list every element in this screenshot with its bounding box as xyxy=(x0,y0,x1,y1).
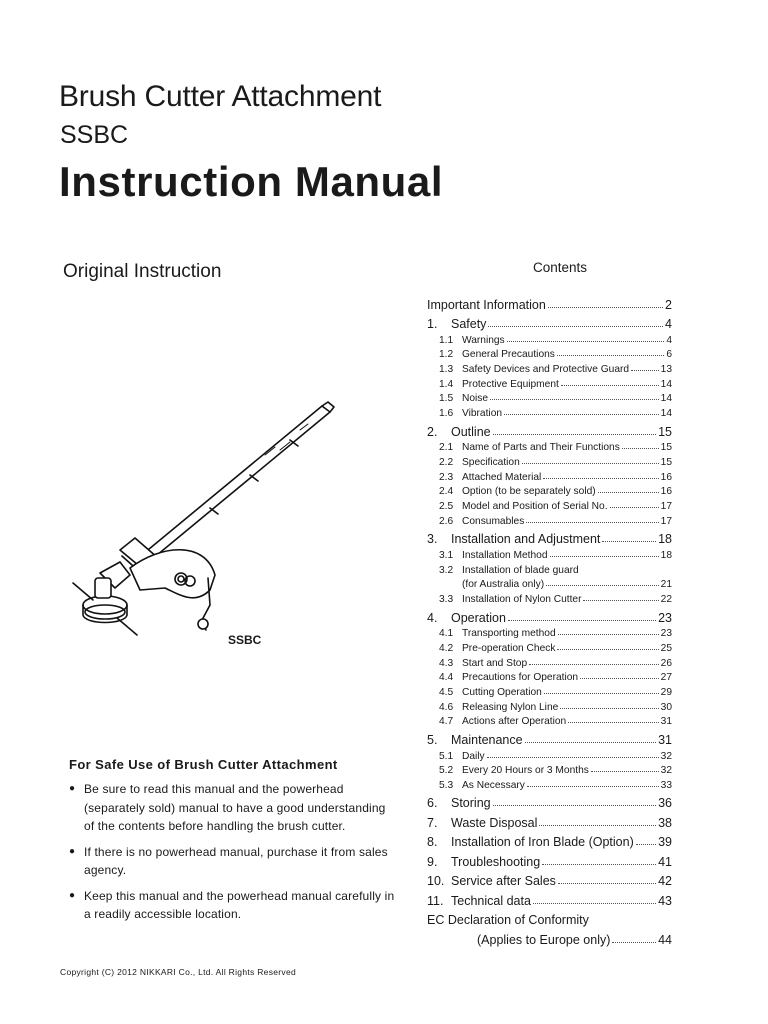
toc-page-number: 6 xyxy=(666,349,672,361)
toc-entry-label xyxy=(427,835,634,849)
toc-leader-dots xyxy=(544,693,659,694)
toc-page-number: 36 xyxy=(658,796,672,811)
bullet-dot-icon: ● xyxy=(69,845,76,857)
toc-entry-title: Name of Parts and Their Functions xyxy=(462,442,620,454)
toc-entry-title: Vibration xyxy=(462,408,503,420)
toc-leader-dots xyxy=(493,434,656,435)
toc-entry xyxy=(427,888,672,908)
toc-entry xyxy=(427,483,672,498)
toc-entry xyxy=(427,404,672,419)
toc-entry xyxy=(427,776,672,791)
toc-entry-title: Precautions for Operation xyxy=(462,672,579,684)
toc-entry xyxy=(427,453,672,468)
toc-leader-dots xyxy=(487,757,659,758)
toc-entry-label xyxy=(439,687,542,698)
toc-entry-label xyxy=(427,298,546,312)
toc-leader-dots xyxy=(598,492,659,493)
toc-entry xyxy=(427,331,672,346)
toc-entry-title: Installation and Adjustment xyxy=(451,532,601,547)
toc-entry-label xyxy=(439,408,502,419)
toc-entry xyxy=(427,654,672,669)
toc-entry-number: 6. xyxy=(427,796,438,811)
toc-leader-dots xyxy=(568,722,658,723)
toc-entry-label xyxy=(462,579,544,590)
toc-entry xyxy=(427,727,672,747)
bullet-text: If there is no powerhead manual, purchase it from sales agency. xyxy=(84,844,388,877)
toc-entry-number: 5.2 xyxy=(439,765,454,777)
toc-entry-number: 8. xyxy=(427,835,438,850)
toc-page-number: 41 xyxy=(658,854,672,869)
toc-entry-number: 3. xyxy=(427,532,438,547)
toc-page-number: 22 xyxy=(660,594,672,605)
toc-entry xyxy=(427,762,672,777)
toc-entry xyxy=(427,747,672,762)
model-name: SSBC xyxy=(60,121,129,149)
toc-leader-dots xyxy=(525,742,657,743)
toc-leader-dots xyxy=(504,414,659,415)
toc-entry xyxy=(427,419,672,439)
toc-entry xyxy=(427,791,672,811)
toc-entry xyxy=(427,497,672,512)
toc-page-number: 30 xyxy=(660,701,672,713)
toc-leader-dots xyxy=(557,649,658,650)
toc-entry xyxy=(427,360,672,375)
toc-entry-title: Model and Position of Serial No. xyxy=(462,501,608,513)
toc-entry-number: 4.7 xyxy=(439,716,454,728)
toc-entry-label xyxy=(427,733,523,747)
safe-use-heading: For Safe Use of Brush Cutter Attachment xyxy=(69,757,338,772)
toc-entry-label xyxy=(439,702,558,713)
toc-entry-number: 2.5 xyxy=(439,501,454,513)
toc-leader-dots xyxy=(550,556,659,557)
toc-page-number: 39 xyxy=(658,835,672,850)
table-of-contents xyxy=(427,292,672,947)
toc-entry-number: 7. xyxy=(427,815,438,830)
toc-page-number: 16 xyxy=(660,486,672,498)
toc-entry-number: 4.6 xyxy=(439,701,454,713)
toc-entry-number: 4.3 xyxy=(439,657,454,669)
toc-page-number: 17 xyxy=(660,501,672,513)
toc-entry-title: Outline xyxy=(451,424,491,439)
brush-cutter-drawing xyxy=(60,400,350,645)
toc-page-number: 44 xyxy=(658,932,672,947)
toc-entry-label xyxy=(439,335,505,346)
toc-page-number: 23 xyxy=(658,610,672,625)
toc-entry xyxy=(427,605,672,625)
toc-entry xyxy=(427,375,672,390)
toc-entry-title: Installation Method xyxy=(462,549,548,561)
toc-entry-label xyxy=(439,565,579,576)
toc-entry xyxy=(427,527,672,547)
toc-entry-label xyxy=(439,442,620,453)
toc-entry-title: Option (to be separately sold) xyxy=(462,486,596,498)
toc-entry xyxy=(427,869,672,889)
toc-page-number: 17 xyxy=(660,515,672,527)
toc-page-number: 18 xyxy=(658,532,672,547)
toc-page-number: 4 xyxy=(665,317,672,331)
toc-entry-label xyxy=(439,594,581,605)
copyright-notice: Copyright (C) 2012 NIKKARI Co., Ltd. All Rights Reserved xyxy=(60,967,297,977)
toc-leader-dots xyxy=(488,326,663,327)
toc-entry-label xyxy=(439,516,524,527)
toc-page-number: 38 xyxy=(658,815,672,830)
toc-entry-title: Safety Devices and Protective Guard xyxy=(462,364,630,376)
brush-cutter-illustration xyxy=(60,400,350,645)
toc-leader-dots xyxy=(539,825,656,826)
toc-entry-title: Protective Equipment xyxy=(462,378,559,390)
toc-entry-number: 2.6 xyxy=(439,515,454,527)
toc-entry-label xyxy=(427,317,486,331)
toc-page-number: 25 xyxy=(660,642,672,654)
toc-leader-dots xyxy=(560,708,658,709)
bullet-text: Be sure to read this manual and the powerhead (separately sold) manual to have a good understanding of the contents before handling the brush cutter. xyxy=(84,782,386,833)
toc-leader-dots xyxy=(529,664,659,665)
toc-page-number: 4 xyxy=(666,334,672,346)
toc-entry-label xyxy=(427,855,540,869)
toc-entry-label xyxy=(439,501,608,512)
manual-title: Instruction Manual xyxy=(59,158,444,205)
toc-leader-dots xyxy=(522,463,659,464)
toc-entry-label xyxy=(427,796,491,810)
toc-entry-title: Operation xyxy=(451,610,506,625)
toc-entry-label xyxy=(427,913,589,927)
original-instruction-label: Original Instruction xyxy=(63,261,222,282)
toc-entry xyxy=(427,561,672,576)
safe-use-bullets xyxy=(69,780,399,931)
toc-entry xyxy=(427,390,672,405)
toc-entry xyxy=(427,312,672,332)
toc-entry-number: 2. xyxy=(427,424,438,439)
toc-entry xyxy=(427,849,672,869)
toc-entry xyxy=(427,439,672,454)
toc-entry xyxy=(427,639,672,654)
toc-leader-dots xyxy=(591,771,659,772)
toc-entry-label xyxy=(427,611,506,625)
toc-entry-label xyxy=(439,765,589,776)
toc-entry xyxy=(427,346,672,361)
toc-leader-dots xyxy=(636,844,656,845)
toc-entry-title: Pre-operation Check xyxy=(462,642,556,654)
toc-entry-number: 4. xyxy=(427,610,438,625)
toc-entry-title: Start and Stop xyxy=(462,657,528,669)
toc-entry-title: Installation of Nylon Cutter xyxy=(462,594,582,605)
bullet-item xyxy=(69,780,399,836)
toc-entry-label xyxy=(439,658,527,669)
toc-leader-dots xyxy=(558,883,656,884)
toc-entry-title: (for Australia only) xyxy=(462,579,545,591)
toc-entry-number: 1.6 xyxy=(439,408,454,420)
toc-entry-label xyxy=(439,472,541,483)
figure-label: SSBC xyxy=(228,633,262,647)
toc-entry-label xyxy=(439,393,488,404)
toc-entry-title: As Necessary xyxy=(462,779,525,791)
contents-heading: Contents xyxy=(533,260,588,275)
toc-leader-dots xyxy=(622,448,659,449)
toc-page-number: 43 xyxy=(658,893,672,908)
toc-page-number: 29 xyxy=(660,686,672,698)
toc-page-number: 26 xyxy=(660,657,672,669)
toc-entry-label xyxy=(439,751,485,762)
toc-page-number: 15 xyxy=(660,442,672,454)
toc-entry-number: 1.3 xyxy=(439,364,454,376)
toc-entry-title: (Applies to Europe only) xyxy=(477,932,611,947)
toc-page-number: 15 xyxy=(660,457,672,468)
toc-entry xyxy=(427,576,672,591)
toc-entry xyxy=(427,590,672,605)
toc-entry xyxy=(427,625,672,640)
bullet-text: Keep this manual and the powerhead manual carefully in a readily accessible location. xyxy=(84,888,395,921)
toc-entry-label xyxy=(439,364,629,375)
toc-leader-dots xyxy=(610,507,659,508)
toc-entry xyxy=(427,698,672,713)
toc-entry xyxy=(427,713,672,728)
toc-entry-title: Specification xyxy=(462,457,520,468)
toc-entry-title: Warnings xyxy=(462,334,505,346)
toc-leader-dots xyxy=(526,522,658,523)
toc-entry-title: Installation of Iron Blade (Option) xyxy=(451,835,634,850)
toc-page-number: 32 xyxy=(660,765,672,777)
toc-page-number: 32 xyxy=(660,750,672,762)
toc-entry-number: 5.1 xyxy=(439,750,454,762)
toc-entry-label xyxy=(477,933,610,947)
toc-page-number: 14 xyxy=(660,378,672,390)
toc-page-number: 31 xyxy=(658,732,672,747)
toc-leader-dots xyxy=(493,805,656,806)
toc-entry-title: Technical data xyxy=(451,893,531,908)
toc-leader-dots xyxy=(612,942,656,943)
toc-entry-number: 10. xyxy=(427,874,445,889)
toc-entry-title: Releasing Nylon Line xyxy=(462,701,559,713)
toc-leader-dots xyxy=(558,634,659,635)
toc-entry xyxy=(427,927,672,947)
toc-entry-title: Service after Sales xyxy=(451,874,556,889)
toc-entry-label xyxy=(439,550,548,561)
toc-page-number: 15 xyxy=(658,424,672,439)
toc-entry-number: 1.4 xyxy=(439,378,454,390)
toc-entry xyxy=(427,546,672,561)
toc-entry-number: 2.1 xyxy=(439,442,454,454)
toc-entry-title: Transporting method xyxy=(462,628,556,640)
toc-leader-dots xyxy=(548,307,663,308)
toc-page-number: 18 xyxy=(660,549,672,561)
toc-leader-dots xyxy=(542,864,656,865)
toc-entry-title: Waste Disposal xyxy=(451,815,538,830)
toc-page-number: 2 xyxy=(665,297,672,312)
toc-entry-title: Every 20 Hours or 3 Months xyxy=(462,765,589,777)
toc-entry-title: Consumables xyxy=(462,515,525,527)
toc-entry-number: 2.2 xyxy=(439,457,454,468)
toc-leader-dots xyxy=(507,341,665,342)
toc-leader-dots xyxy=(580,678,659,679)
toc-entry-number: 1. xyxy=(427,317,438,331)
toc-entry-number: 9. xyxy=(427,854,438,869)
toc-entry-label xyxy=(439,780,525,791)
toc-entry-title: Troubleshooting xyxy=(451,854,541,869)
toc-entry-label xyxy=(439,457,520,468)
toc-entry-label xyxy=(427,894,531,908)
toc-entry-title: EC Declaration of Conformity xyxy=(427,913,589,928)
toc-entry-title: Storing xyxy=(451,796,491,811)
toc-leader-dots xyxy=(561,385,659,386)
toc-entry-number: 2.3 xyxy=(439,471,454,483)
toc-entry xyxy=(427,908,672,928)
toc-entry-number: 3.3 xyxy=(439,594,454,605)
toc-entry xyxy=(427,669,672,684)
toc-entry-number: 3.2 xyxy=(439,564,454,576)
toc-entry-number: 4.5 xyxy=(439,686,454,698)
toc-leader-dots xyxy=(602,541,656,542)
toc-entry-title: Cutting Operation xyxy=(462,686,542,698)
toc-entry-title: Important Information xyxy=(427,297,546,312)
toc-page-number: 23 xyxy=(660,628,672,640)
toc-page-number: 31 xyxy=(660,716,672,728)
toc-leader-dots xyxy=(583,600,658,601)
toc-entry-title: Attached Material xyxy=(462,471,542,483)
bullet-item xyxy=(69,843,399,880)
bullet-dot-icon: ● xyxy=(69,783,76,794)
toc-entry-label xyxy=(439,643,555,654)
toc-page-number: 13 xyxy=(660,364,672,376)
toc-entry-title: Installation of blade guard xyxy=(462,564,579,576)
toc-entry-label xyxy=(427,874,556,888)
toc-entry xyxy=(427,468,672,483)
toc-entry-number: 5.3 xyxy=(439,779,454,791)
toc-entry xyxy=(427,512,672,527)
toc-entry-number: 1.1 xyxy=(439,334,454,346)
bullet-dot-icon: ● xyxy=(69,889,76,901)
toc-entry-label xyxy=(427,816,537,830)
toc-leader-dots xyxy=(533,903,656,904)
toc-entry-label xyxy=(439,486,596,497)
toc-leader-dots xyxy=(631,370,659,371)
toc-entry-number: 1.2 xyxy=(439,349,454,361)
document-title: Brush Cutter Attachment xyxy=(59,80,382,113)
toc-leader-dots xyxy=(527,786,659,787)
toc-page-number: 14 xyxy=(660,408,672,420)
toc-page-number: 42 xyxy=(658,874,672,889)
toc-entry xyxy=(427,810,672,830)
bullet-item xyxy=(69,887,399,924)
toc-entry-label xyxy=(427,425,491,439)
toc-entry-title: Noise xyxy=(462,393,489,405)
toc-leader-dots xyxy=(543,478,658,479)
toc-entry-title: Daily xyxy=(462,750,485,762)
toc-entry xyxy=(427,683,672,698)
toc-entry-number: 5. xyxy=(427,732,438,747)
toc-entry xyxy=(427,830,672,850)
toc-page-number: 33 xyxy=(660,779,672,791)
toc-entry xyxy=(427,292,672,312)
toc-leader-dots xyxy=(546,585,659,586)
toc-entry-number: 4.1 xyxy=(439,628,454,640)
toc-entry-number: 4.2 xyxy=(439,642,454,654)
toc-entry-number: 1.5 xyxy=(439,393,454,405)
toc-page-number: 16 xyxy=(660,471,672,483)
toc-entry-title: Maintenance xyxy=(451,732,523,747)
toc-entry-title: Safety xyxy=(451,317,487,331)
toc-page-number: 27 xyxy=(660,672,672,684)
toc-entry-label xyxy=(439,628,556,639)
toc-entry-title: Actions after Operation xyxy=(462,716,567,728)
toc-entry-number: 2.4 xyxy=(439,486,454,498)
toc-entry-title: General Precautions xyxy=(462,349,555,361)
toc-entry-label xyxy=(427,532,600,546)
toc-page-number: 21 xyxy=(660,579,672,591)
toc-page-number: 14 xyxy=(660,393,672,405)
toc-entry-number: 3.1 xyxy=(439,549,454,561)
toc-leader-dots xyxy=(490,399,659,400)
toc-entry-label xyxy=(439,379,559,390)
toc-entry-number: 11. xyxy=(427,893,444,908)
toc-entry-number: 4.4 xyxy=(439,672,454,684)
toc-entry-label xyxy=(439,672,578,683)
toc-leader-dots xyxy=(508,620,656,621)
toc-entry-label xyxy=(439,716,566,727)
toc-entry-label xyxy=(439,349,555,360)
toc-leader-dots xyxy=(557,355,664,356)
